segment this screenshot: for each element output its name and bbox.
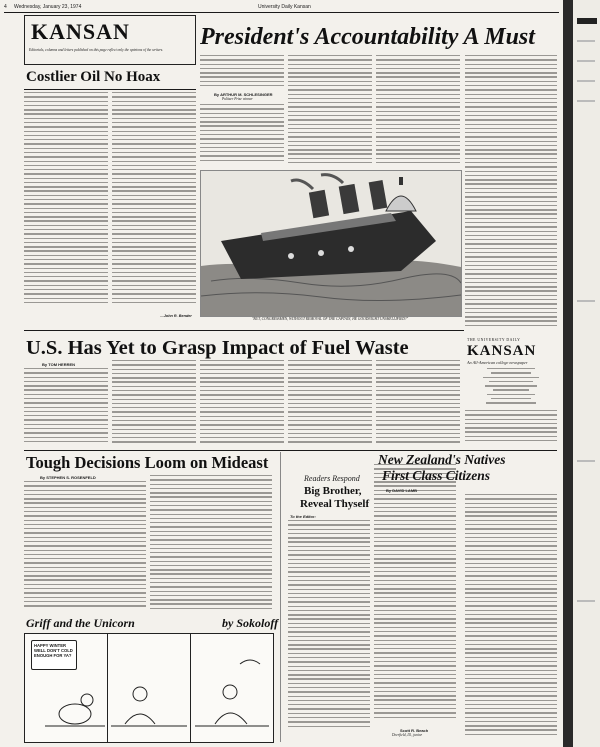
- adjacent-page-edge: [573, 0, 600, 747]
- letters-signature: Scott R. Beach: [400, 728, 429, 733]
- letters-place: Deerfield, Ill., junior: [392, 733, 423, 737]
- nz-headline-1: New Zealand's Natives: [378, 452, 506, 467]
- mideast-column-2: [150, 475, 272, 613]
- mid-rule: [24, 330, 464, 331]
- acc-column-4: [465, 55, 557, 335]
- letters-headline-2: Reveal Thyself: [300, 498, 370, 510]
- sinking-ship-illustration: [201, 171, 461, 316]
- staff-name-small: THE UNIVERSITY DAILY: [467, 338, 521, 342]
- fuel-column-5: [376, 360, 460, 446]
- comic-byline: by Sokoloff: [222, 616, 279, 630]
- comic-strip: [24, 633, 274, 743]
- letters-salutation: To the Editor:: [290, 514, 316, 519]
- comic-drawing: [25, 634, 273, 742]
- acc-byline-note: Pulitzer Prize winner: [222, 97, 253, 101]
- acc-column-3: [376, 55, 460, 167]
- page-gutter: [563, 0, 573, 747]
- nz-headline-2: First Class Citizens: [382, 468, 491, 483]
- adjacent-line: [577, 100, 595, 102]
- masthead-name: KANSAN: [31, 19, 130, 44]
- letters-section: Readers Respond: [304, 474, 360, 483]
- fuel-byline: By TOM HERREN: [42, 362, 76, 367]
- comic-title: Griff and the Unicorn: [26, 616, 135, 630]
- fuel-column-1: [24, 368, 108, 446]
- acc-column-2: [288, 55, 372, 167]
- adjacent-line: [577, 60, 595, 62]
- staff-subtitle: An All-American college newspaper: [467, 360, 528, 365]
- cartoon-caption: "BUT, CONGRESSMEN, WITHOUT REMOVAL OF THE CAPTAIN, HE GOODNIGHT UNSHELLIFIED?": [251, 317, 409, 321]
- letters-column-1: [288, 520, 370, 734]
- letters-divider: [280, 452, 281, 742]
- kansan-masthead-box: [24, 15, 196, 65]
- acc-column-1b: [200, 104, 284, 168]
- letters-headline-1: Big Brother,: [304, 485, 362, 497]
- staff-list: [471, 368, 551, 408]
- page-number: 4: [4, 4, 7, 10]
- adjacent-line: [577, 40, 595, 42]
- acc-byline: By ARTHUR M. SCHLESINGER: [214, 92, 273, 97]
- adjacent-line: [577, 300, 595, 302]
- paper-name: University Daily Kansan: [258, 4, 311, 10]
- adjacent-page-bar: [577, 18, 597, 24]
- page-date: Wednesday, January 23, 1974: [14, 4, 82, 10]
- nz-byline: By DAVID LAMB: [386, 488, 418, 493]
- mideast-byline: By STEPHEN S. ROSENFELD: [40, 475, 96, 480]
- oil-signature: —John R. Bender: [160, 314, 192, 318]
- fuel-headline: U.S. Has Yet to Grasp Impact of Fuel Waste: [26, 337, 409, 359]
- oil-headline: Costlier Oil No Hoax: [26, 69, 161, 85]
- adjacent-line: [577, 460, 595, 462]
- accountability-headline: President's Accountability A Must: [200, 24, 535, 50]
- oil-column-2: [112, 92, 196, 312]
- letters-column-2: [374, 464, 456, 726]
- staff-box: [465, 338, 557, 408]
- mideast-column-1: [24, 481, 146, 613]
- adjacent-line: [577, 600, 595, 602]
- mideast-headline: Tough Decisions Loom on Mideast: [26, 453, 269, 472]
- staff-details: [465, 410, 557, 446]
- comic-sign-text: HAPPY WINTER WELL DON'T COLD ENOUGH FOR YA?: [34, 643, 73, 658]
- masthead-tagline: Editorials, columns and letters published on this page reflect only the opinions of the writers.: [29, 48, 164, 52]
- adjacent-line: [577, 80, 595, 82]
- nz-column-2: [465, 494, 557, 742]
- top-rule: [4, 12, 559, 13]
- fuel-column-2: [112, 360, 196, 446]
- lower-rule: [24, 450, 557, 451]
- staff-name: KANSAN: [467, 343, 537, 359]
- fuel-column-3: [200, 360, 284, 446]
- oil-rule: [24, 89, 196, 90]
- fuel-column-4: [288, 360, 372, 446]
- oil-column-1: [24, 92, 108, 312]
- editorial-cartoon: [200, 170, 462, 317]
